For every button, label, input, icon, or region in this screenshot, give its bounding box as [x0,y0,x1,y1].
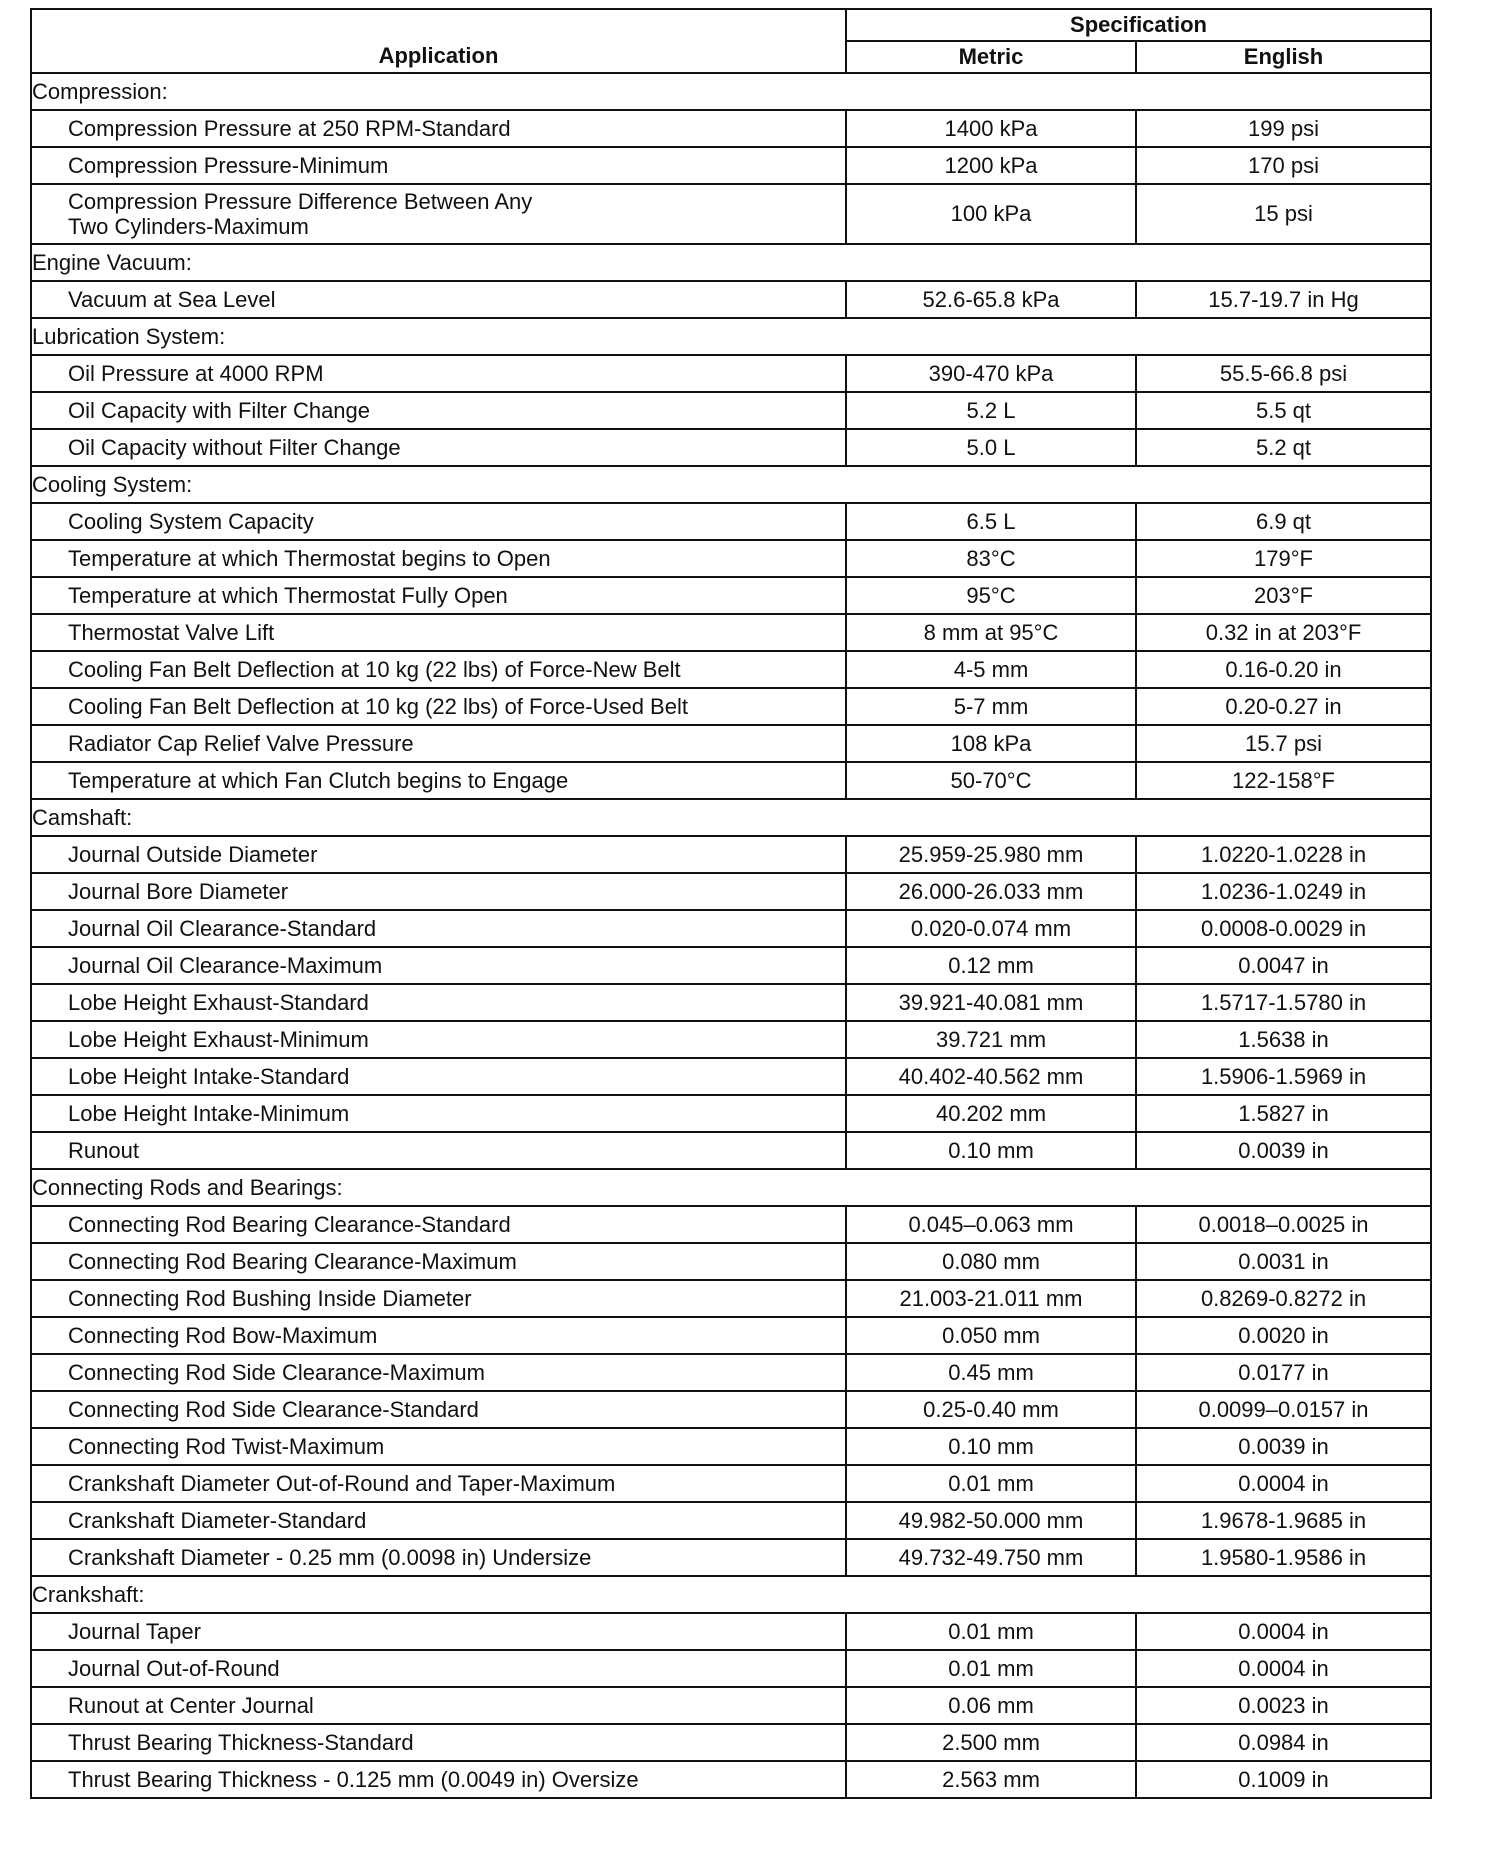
table-row [31,1354,1431,1391]
application-cell: Connecting Rod Side Clearance-Standard [31,1391,846,1428]
english-cell: 0.0020 in [1136,1317,1431,1354]
header-specification: Specification [846,9,1431,41]
metric-cell: 39.921-40.081 mm [846,984,1136,1021]
application-cell: Cooling Fan Belt Deflection at 10 kg (22 lbs) of Force-New Belt [31,651,846,688]
table-row [31,503,1431,540]
section-title: Connecting Rods and Bearings: [31,1169,1431,1206]
section-header-row [31,73,1431,110]
table-row [31,110,1431,147]
application-cell: Cooling Fan Belt Deflection at 10 kg (22 lbs) of Force-Used Belt [31,688,846,725]
english-cell: 5.2 qt [1136,429,1431,466]
metric-cell: 8 mm at 95°C [846,614,1136,651]
english-cell: 0.0023 in [1136,1687,1431,1724]
table-row [31,910,1431,947]
english-cell: 0.0039 in [1136,1428,1431,1465]
table-row [31,1243,1431,1280]
metric-cell: 0.12 mm [846,947,1136,984]
section-header-row [31,466,1431,503]
header-metric: Metric [846,41,1136,73]
english-cell: 0.0039 in [1136,1132,1431,1169]
metric-cell: 50-70°C [846,762,1136,799]
metric-cell: 4-5 mm [846,651,1136,688]
metric-cell: 2.563 mm [846,1761,1136,1798]
table-row [31,1724,1431,1761]
metric-cell: 95°C [846,577,1136,614]
metric-cell: 390-470 kPa [846,355,1136,392]
english-cell: 15.7 psi [1136,725,1431,762]
section-header-row [31,1169,1431,1206]
application-cell: Crankshaft Diameter-Standard [31,1502,846,1539]
english-cell: 0.0984 in [1136,1724,1431,1761]
application-cell: Connecting Rod Bow-Maximum [31,1317,846,1354]
application-cell: Oil Capacity with Filter Change [31,392,846,429]
english-cell: 15.7-19.7 in Hg [1136,281,1431,318]
application-cell: Crankshaft Diameter Out-of-Round and Taper-Maximum [31,1465,846,1502]
application-cell: Radiator Cap Relief Valve Pressure [31,725,846,762]
application-cell: Journal Outside Diameter [31,836,846,873]
application-cell: Runout at Center Journal [31,1687,846,1724]
metric-cell: 0.25-0.40 mm [846,1391,1136,1428]
english-cell: 1.5906-1.5969 in [1136,1058,1431,1095]
metric-cell: 6.5 L [846,503,1136,540]
table-row [31,577,1431,614]
english-cell: 0.0047 in [1136,947,1431,984]
table-row [31,1132,1431,1169]
english-cell: 1.5717-1.5780 in [1136,984,1431,1021]
english-cell: 0.1009 in [1136,1761,1431,1798]
metric-cell: 0.01 mm [846,1650,1136,1687]
metric-cell: 1400 kPa [846,110,1136,147]
table-row [31,540,1431,577]
table-row [31,184,1431,244]
table-row [31,836,1431,873]
metric-cell: 0.045–0.063 mm [846,1206,1136,1243]
english-cell: 0.0008-0.0029 in [1136,910,1431,947]
metric-cell: 0.06 mm [846,1687,1136,1724]
application-cell: Cooling System Capacity [31,503,846,540]
application-cell: Connecting Rod Bearing Clearance-Maximum [31,1243,846,1280]
application-cell: Temperature at which Thermostat begins to Open [31,540,846,577]
metric-cell: 40.202 mm [846,1095,1136,1132]
english-cell: 1.5638 in [1136,1021,1431,1058]
specification-table [30,8,1432,1799]
english-cell: 6.9 qt [1136,503,1431,540]
table-row [31,147,1431,184]
english-cell: 5.5 qt [1136,392,1431,429]
application-cell: Oil Capacity without Filter Change [31,429,846,466]
section-title: Compression: [31,73,1431,110]
application-cell: Crankshaft Diameter - 0.25 mm (0.0098 in) Undersize [31,1539,846,1576]
english-cell: 55.5-66.8 psi [1136,355,1431,392]
application-cell: Thermostat Valve Lift [31,614,846,651]
metric-cell: 5.0 L [846,429,1136,466]
application-cell: Journal Oil Clearance-Maximum [31,947,846,984]
metric-cell: 108 kPa [846,725,1136,762]
metric-cell: 0.01 mm [846,1613,1136,1650]
table-row [31,947,1431,984]
english-cell: 170 psi [1136,147,1431,184]
metric-cell: 1200 kPa [846,147,1136,184]
metric-cell: 0.080 mm [846,1243,1136,1280]
application-cell: Oil Pressure at 4000 RPM [31,355,846,392]
metric-cell: 0.10 mm [846,1132,1136,1169]
metric-cell: 26.000-26.033 mm [846,873,1136,910]
application-cell: Thrust Bearing Thickness-Standard [31,1724,846,1761]
application-cell: Lobe Height Intake-Standard [31,1058,846,1095]
english-cell: 0.20-0.27 in [1136,688,1431,725]
english-cell: 122-158°F [1136,762,1431,799]
english-cell: 1.0236-1.0249 in [1136,873,1431,910]
table-row [31,1095,1431,1132]
english-cell: 0.8269-0.8272 in [1136,1280,1431,1317]
metric-cell: 40.402-40.562 mm [846,1058,1136,1095]
metric-cell: 25.959-25.980 mm [846,836,1136,873]
table-row [31,614,1431,651]
english-cell: 199 psi [1136,110,1431,147]
table-row [31,429,1431,466]
table-row [31,281,1431,318]
metric-cell: 21.003-21.011 mm [846,1280,1136,1317]
metric-cell: 0.01 mm [846,1465,1136,1502]
application-cell: Connecting Rod Bushing Inside Diameter [31,1280,846,1317]
english-cell: 0.32 in at 203°F [1136,614,1431,651]
english-cell: 0.0004 in [1136,1613,1431,1650]
english-cell: 0.0004 in [1136,1650,1431,1687]
table-row [31,762,1431,799]
application-cell: Lobe Height Exhaust-Standard [31,984,846,1021]
metric-cell: 39.721 mm [846,1021,1136,1058]
table-row [31,1650,1431,1687]
english-cell: 0.0177 in [1136,1354,1431,1391]
english-cell: 179°F [1136,540,1431,577]
table-row [31,1021,1431,1058]
application-cell: Temperature at which Fan Clutch begins to Engage [31,762,846,799]
table-row [31,688,1431,725]
application-cell: Connecting Rod Twist-Maximum [31,1428,846,1465]
english-cell: 1.9678-1.9685 in [1136,1502,1431,1539]
header-english: English [1136,41,1431,73]
metric-cell: 0.050 mm [846,1317,1136,1354]
metric-cell: 49.982-50.000 mm [846,1502,1136,1539]
table-row [31,1317,1431,1354]
table-row [31,725,1431,762]
metric-cell: 100 kPa [846,184,1136,244]
table-row [31,1539,1431,1576]
section-title: Lubrication System: [31,318,1431,355]
application-cell: Compression Pressure at 250 RPM-Standard [31,110,846,147]
section-header-row [31,244,1431,281]
section-header-row [31,318,1431,355]
section-title: Engine Vacuum: [31,244,1431,281]
application-cell: Thrust Bearing Thickness - 0.125 mm (0.0049 in) Oversize [31,1761,846,1798]
section-title: Crankshaft: [31,1576,1431,1613]
section-header-row [31,799,1431,836]
metric-cell: 0.45 mm [846,1354,1136,1391]
metric-cell: 2.500 mm [846,1724,1136,1761]
table-body [31,73,1431,1798]
application-cell: Compression Pressure Difference Between Any Two Cylinders-Maximum [31,184,846,244]
table-row [31,873,1431,910]
english-cell: 0.0004 in [1136,1465,1431,1502]
section-title: Cooling System: [31,466,1431,503]
section-title: Camshaft: [31,799,1431,836]
english-cell: 1.0220-1.0228 in [1136,836,1431,873]
english-cell: 0.16-0.20 in [1136,651,1431,688]
application-cell: Lobe Height Exhaust-Minimum [31,1021,846,1058]
table-row [31,1687,1431,1724]
table-row [31,1058,1431,1095]
metric-cell: 49.732-49.750 mm [846,1539,1136,1576]
metric-cell: 5.2 L [846,392,1136,429]
table-row [31,1206,1431,1243]
application-cell: Connecting Rod Side Clearance-Maximum [31,1354,846,1391]
english-cell: 0.0018–0.0025 in [1136,1206,1431,1243]
section-header-row [31,1576,1431,1613]
table-row [31,1391,1431,1428]
table-row [31,355,1431,392]
table-row [31,1280,1431,1317]
table-row [31,1761,1431,1798]
metric-cell: 52.6-65.8 kPa [846,281,1136,318]
header-application: Application [31,9,846,73]
metric-cell: 0.020-0.074 mm [846,910,1136,947]
application-cell: Journal Taper [31,1613,846,1650]
application-cell: Vacuum at Sea Level [31,281,846,318]
application-cell: Connecting Rod Bearing Clearance-Standard [31,1206,846,1243]
application-cell: Runout [31,1132,846,1169]
spec-sheet [30,8,1430,1799]
english-cell: 1.9580-1.9586 in [1136,1539,1431,1576]
table-row [31,1428,1431,1465]
table-row [31,1613,1431,1650]
english-cell: 0.0031 in [1136,1243,1431,1280]
application-cell: Compression Pressure-Minimum [31,147,846,184]
metric-cell: 0.10 mm [846,1428,1136,1465]
application-cell: Temperature at which Thermostat Fully Open [31,577,846,614]
application-cell: Journal Bore Diameter [31,873,846,910]
table-row [31,392,1431,429]
application-cell: Lobe Height Intake-Minimum [31,1095,846,1132]
english-cell: 1.5827 in [1136,1095,1431,1132]
metric-cell: 5-7 mm [846,688,1136,725]
english-cell: 203°F [1136,577,1431,614]
metric-cell: 83°C [846,540,1136,577]
table-header [31,9,1431,73]
table-row [31,1502,1431,1539]
application-cell: Journal Oil Clearance-Standard [31,910,846,947]
table-row [31,984,1431,1021]
table-row [31,1465,1431,1502]
english-cell: 0.0099–0.0157 in [1136,1391,1431,1428]
english-cell: 15 psi [1136,184,1431,244]
application-cell: Journal Out-of-Round [31,1650,846,1687]
table-row [31,651,1431,688]
